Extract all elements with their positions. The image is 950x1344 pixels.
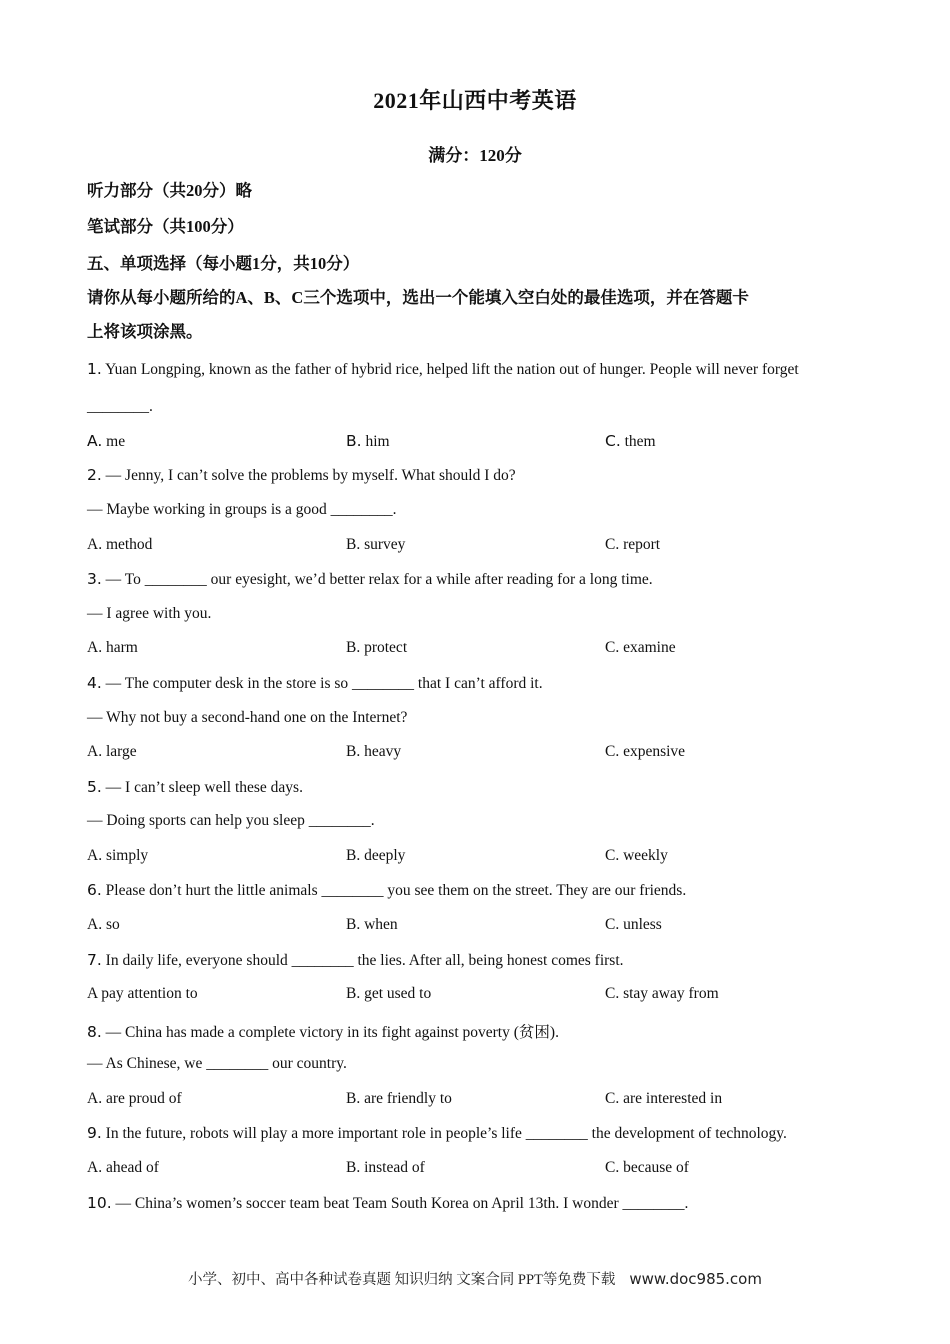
option-c: C. weekly [605, 847, 668, 864]
option-a: A. are proud of [87, 1090, 182, 1107]
question-number: 5. [87, 778, 102, 796]
option-b: B. instead of [346, 1159, 425, 1176]
option-c [605, 432, 656, 451]
option-c: C. unless [605, 916, 662, 933]
footer-url[interactable]: www.doc985.com [629, 1270, 762, 1288]
page-footer [0, 1268, 950, 1289]
question-number: 1. [87, 360, 102, 378]
part5-heading: 五、单项选择（每小题1分，共10分） [87, 254, 360, 273]
question-4 [87, 674, 877, 693]
option-b: B. when [346, 916, 398, 933]
option-text: him [361, 433, 390, 450]
question-number: 10. [87, 1194, 112, 1212]
question-text: Please don’t hurt the little animals ________ you see them on the street. They are our friends. [101, 882, 687, 899]
option-c: C. examine [605, 639, 676, 656]
option-a: A. large [87, 743, 137, 760]
option-b: B. get used to [346, 985, 432, 1002]
option-a [87, 432, 125, 451]
option-letter: A. [87, 432, 103, 450]
question-8 [87, 1020, 877, 1042]
question-1 [87, 360, 877, 379]
option-b: B. survey [346, 536, 406, 553]
option-c: C. are interested in [605, 1090, 723, 1107]
option-letter: B. [346, 432, 362, 450]
question-4-line2: — Why not buy a second-hand one on the Internet? [87, 709, 408, 726]
question-5-line2: — Doing sports can help you sleep ________. [87, 812, 375, 829]
full-score: 满分：120分 [428, 146, 522, 165]
option-a: A. simply [87, 847, 149, 864]
question-3 [87, 570, 877, 589]
question-text: — The computer desk in the store is so ________ that I can’t afford it. [101, 675, 543, 692]
question-3-line2: — I agree with you. [87, 605, 212, 622]
question-8-line2: — As Chinese, we ________ our country. [87, 1055, 347, 1072]
question-text: In daily life, everyone should ________ the lies. After all, being honest comes first. [101, 952, 624, 969]
question-text: — China’s women’s soccer team beat Team South Korea on April 13th. I wonder ________. [111, 1195, 689, 1212]
question-10 [87, 1194, 877, 1213]
question-2-line2: — Maybe working in groups is a good ________. [87, 501, 397, 518]
footer-text: 小学、初中、高中各种试卷真题 知识归纳 文案合同 PPT等免费下载 [188, 1272, 616, 1288]
option-b: B. deeply [346, 847, 406, 864]
listening-section: 听力部分（共20分）略 [87, 181, 252, 200]
question-text: — I can’t sleep well these days. [101, 779, 303, 796]
option-text: me [102, 433, 126, 450]
option-letter: C. [605, 432, 621, 450]
question-text: — Jenny, I can’t solve the problems by myself. What should I do? [101, 467, 516, 484]
question-1-line2: ________. [87, 398, 153, 415]
option-c: C. report [605, 536, 661, 553]
option-a: A pay attention to [87, 985, 198, 1002]
question-number: 3. [87, 570, 102, 588]
question-9 [87, 1124, 877, 1143]
instruction-line: 请你从每小题所给的A、B、C三个选项中，选出一个能填入空白处的最佳选项，并在答题卡 [87, 288, 749, 307]
instruction-line: 上将该项涂黑。 [87, 322, 203, 341]
option-a: A. method [87, 536, 153, 553]
option-c: C. because of [605, 1159, 689, 1176]
question-number: 2. [87, 466, 102, 484]
question-number: 8. [87, 1023, 102, 1041]
question-number: 6. [87, 881, 102, 899]
question-text: — China has made a complete victory in its fight against poverty (贫困). [101, 1024, 559, 1041]
question-number: 7. [87, 951, 102, 969]
question-5 [87, 778, 877, 797]
question-number: 9. [87, 1124, 102, 1142]
writing-section: 笔试部分（共100分） [87, 217, 244, 236]
option-a: A. so [87, 916, 120, 933]
option-b [346, 432, 390, 451]
page-title: 2021年山西中考英语 [373, 88, 577, 113]
question-7 [87, 951, 877, 970]
option-a: A. ahead of [87, 1159, 159, 1176]
question-6 [87, 881, 877, 900]
question-text: — To ________ our eyesight, we’d better relax for a while after reading for a long time. [101, 571, 653, 588]
instructions [87, 281, 877, 349]
option-b: B. protect [346, 639, 408, 656]
option-b: B. are friendly to [346, 1090, 452, 1107]
question-text: Yuan Longping, known as the father of hybrid rice, helped lift the nation out of hunger. People will never forget [101, 361, 799, 378]
question-text: In the future, robots will play a more important role in people’s life ________ the development of technology. [101, 1125, 787, 1142]
option-a: A. harm [87, 639, 138, 656]
option-c: C. stay away from [605, 985, 719, 1002]
option-text: them [620, 433, 656, 450]
option-b: B. heavy [346, 743, 402, 760]
question-2 [87, 466, 877, 485]
option-c: C. expensive [605, 743, 686, 760]
question-number: 4. [87, 674, 102, 692]
